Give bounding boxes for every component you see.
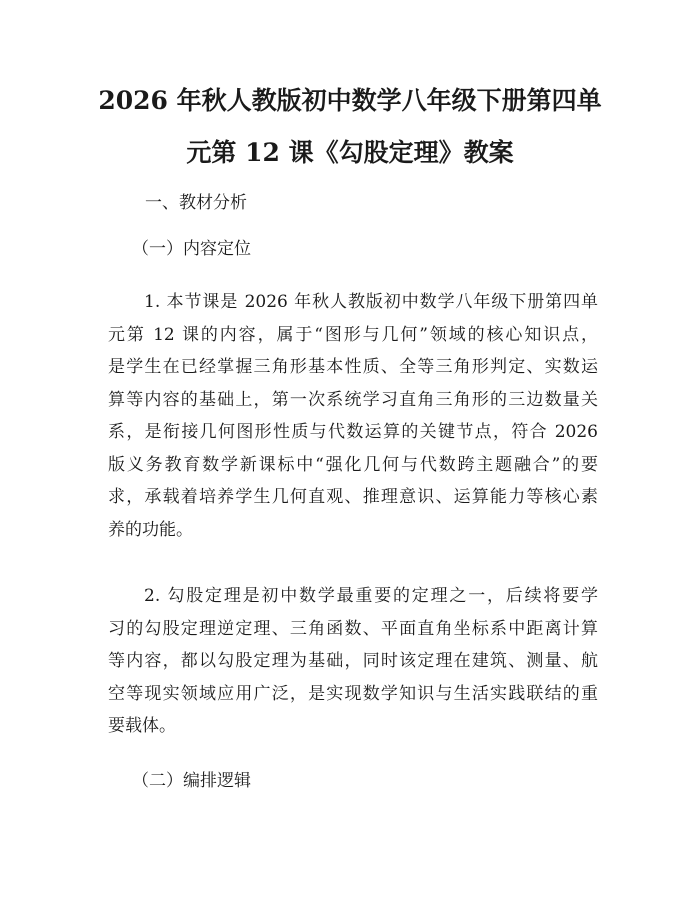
paragraph-line: 1. 本节课是 2026 年秋人教版初中数学八年级下册第四单 <box>144 292 598 312</box>
paragraph-line: 元第 12 课的内容，属于“图形与几何”领域的核心知识点， <box>108 324 598 345</box>
paragraph-line: 空等现实领域应用广泛，是实现数学知识与生活实践联结的重 <box>108 683 598 704</box>
paragraph-line: 是学生在已经掌握三角形基本性质、全等三角形判定、实数运 <box>108 357 598 377</box>
paragraph-line: 版义务教育数学新课标中“强化几何与代数跨主题融合”的要 <box>108 454 598 475</box>
document-title-line-2: 元第 12 课《勾股定理》教案 <box>186 138 514 167</box>
subsection-heading-content-positioning: （一）内容定位 <box>132 239 251 259</box>
paragraph-line: 习的勾股定理逆定理、三角函数、平面直角坐标系中距离计算 <box>108 618 598 639</box>
subsection-heading-arrangement-logic: （二）编排逻辑 <box>132 771 251 791</box>
paragraph-line: 要载体。 <box>108 716 176 736</box>
paragraph-line: 系，是衔接几何图形性质与代数运算的关键节点，符合 2026 <box>108 422 598 442</box>
paragraph-line: 求，承载着培养学生几何直观、推理意识、运算能力等核心素 <box>108 487 598 507</box>
paragraph-line: 等内容，都以勾股定理为基础，同时该定理在建筑、测量、航 <box>108 651 598 671</box>
paragraph-2 <box>108 580 598 743</box>
document-title-line-1: 2026 年秋人教版初中数学八年级下册第四单 <box>98 86 602 115</box>
paragraph-line: 算等内容的基础上，第一次系统学习直角三角形的三边数量关 <box>108 389 598 410</box>
paragraph-line: 2. 勾股定理是初中数学最重要的定理之一，后续将要学 <box>144 586 598 606</box>
paragraph-1 <box>108 286 598 546</box>
section-heading: 一、教材分析 <box>145 193 247 213</box>
paragraph-line: 养的功能。 <box>108 519 193 540</box>
